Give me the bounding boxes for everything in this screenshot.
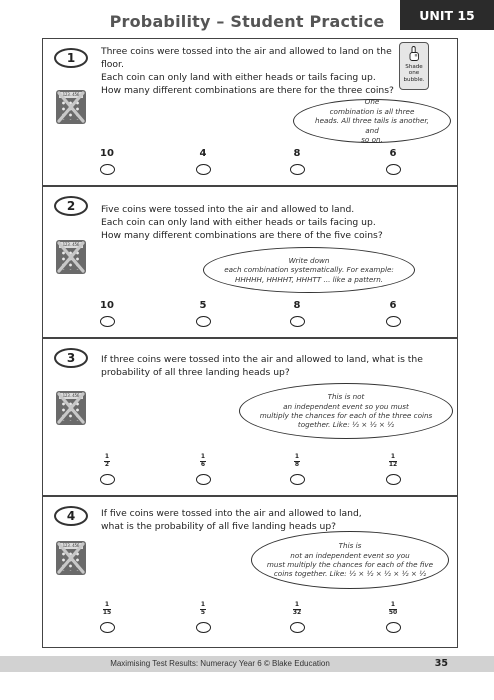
calculator-crossed-out-icon: [56, 240, 86, 274]
hint-line: heads. All three tails is another, and: [315, 116, 429, 135]
option-a[interactable]: [87, 453, 127, 485]
calculator-crossed-out-icon: [56, 391, 86, 425]
option-b[interactable]: [183, 601, 223, 633]
option-b[interactable]: [183, 453, 223, 485]
fraction-numerator: 1: [103, 602, 111, 610]
option-b[interactable]: [183, 299, 223, 327]
hint-line: This is not: [327, 392, 365, 402]
answer-options: [43, 299, 459, 339]
option-b[interactable]: [183, 147, 223, 175]
fraction-denominator: 2: [104, 461, 110, 468]
fraction-denominator: 32: [292, 609, 302, 616]
footer-credit: Maximising Test Results: Numeracy Year 6 © Blake Education: [110, 659, 330, 668]
unit-badge: UNIT 15: [400, 0, 494, 30]
answer-bubble[interactable]: [196, 474, 211, 485]
question-line: Each coin can only land with either heads or tails facing up.: [101, 217, 376, 228]
question-3: [42, 338, 458, 496]
option-d[interactable]: [373, 453, 413, 485]
answer-bubble[interactable]: [196, 622, 211, 633]
question-1: [42, 38, 458, 186]
option-label: 5: [199, 300, 207, 311]
question-4: [42, 496, 458, 648]
answer-options: [43, 601, 459, 641]
answer-options: [43, 453, 459, 493]
hint-bubble: [203, 247, 415, 293]
option-a[interactable]: [87, 299, 127, 327]
page-footer: [0, 656, 494, 672]
option-c[interactable]: [277, 453, 317, 485]
fraction-label: [200, 454, 206, 468]
hint-line: not an independent event so you: [290, 550, 410, 560]
hint-bubble: [239, 383, 453, 439]
option-label: 8: [293, 148, 301, 159]
calculator-screen: 123.456: [59, 242, 83, 248]
fraction-denominator: 15: [102, 609, 112, 616]
hint-line: together. Like: ½ × ½ × ½: [297, 420, 395, 430]
question-text: [101, 353, 441, 379]
hint-line: combination is all three: [329, 106, 415, 116]
option-label: 6: [389, 148, 397, 159]
hint-line: must multiply the chances for each of the five: [266, 560, 434, 569]
answer-bubble[interactable]: [290, 474, 305, 485]
pointing-hand-icon: [408, 46, 420, 63]
answer-bubble[interactable]: [290, 622, 305, 633]
option-d[interactable]: [373, 299, 413, 327]
question-text: [101, 203, 401, 242]
question-text: [101, 45, 401, 97]
option-c[interactable]: [277, 601, 317, 633]
calculator-crossed-out-icon: [56, 541, 86, 575]
page-number: 35: [434, 658, 448, 669]
shade-note-text: Shade one bubble.: [403, 64, 425, 83]
question-line: If three coins were tossed into the air and allowed to land, what is the: [101, 354, 423, 365]
fraction-label: [389, 454, 397, 468]
question-line: How many different combinations are there of the five coins?: [101, 230, 383, 241]
fraction-denominator: 50: [388, 609, 398, 616]
question-line: If five coins were tossed into the air and allowed to land,: [101, 508, 362, 519]
option-d[interactable]: [373, 601, 413, 633]
option-a[interactable]: [87, 147, 127, 175]
page-title: Probability – Student Practice: [109, 12, 385, 31]
fraction-label: [389, 602, 397, 616]
answer-bubble[interactable]: [386, 316, 401, 327]
fraction-label: [200, 602, 206, 616]
question-line: what is the probability of all five landing heads up?: [101, 521, 337, 532]
hint-line: One: [364, 97, 380, 107]
question-line: Three coins were tossed into the air and allowed to land on the floor.: [101, 46, 392, 70]
hint-line: coins together. Like: ½ × ½ × ½ × ½ × ½: [273, 569, 427, 579]
answer-options: [43, 147, 459, 187]
question-number: 4: [54, 506, 88, 526]
hint-line: so on.: [361, 135, 383, 145]
question-line: probability of all three landing heads up?: [101, 367, 290, 378]
fraction-denominator: 8: [294, 461, 300, 468]
hint-line: multiply the chances for each of the three coins: [259, 411, 433, 420]
option-d[interactable]: [373, 147, 413, 175]
question-text: [101, 507, 401, 533]
fraction-label: [104, 454, 110, 468]
hint-line: Write down: [288, 255, 330, 265]
question-number: 1: [54, 48, 88, 68]
answer-bubble[interactable]: [100, 622, 115, 633]
answer-bubble[interactable]: [386, 164, 401, 175]
hint-line: each combination systematically. For example:: [224, 265, 394, 275]
option-a[interactable]: [87, 601, 127, 633]
option-c[interactable]: [277, 147, 317, 175]
option-label: 10: [100, 148, 114, 159]
fraction-label: [103, 602, 111, 616]
question-line: Five coins were tossed into the air and allowed to land.: [101, 204, 355, 215]
fraction-numerator: 1: [293, 602, 301, 610]
fraction-numerator: 1: [200, 453, 206, 461]
answer-bubble[interactable]: [386, 474, 401, 485]
hint-line: HHHHH, HHHHT, HHHTT ... like a pattern.: [234, 274, 384, 284]
fraction-numerator: 1: [294, 453, 300, 461]
calculator-screen: 123.456: [59, 92, 83, 98]
fraction-denominator: 5: [200, 609, 206, 616]
question-line: Each coin can only land with either heads or tails facing up.: [101, 72, 376, 83]
option-label: 10: [100, 300, 114, 311]
answer-bubble[interactable]: [386, 622, 401, 633]
option-label: 8: [293, 300, 301, 311]
answer-bubble[interactable]: [196, 164, 211, 175]
fraction-label: [294, 454, 300, 468]
calculator-screen: 123.456: [59, 543, 83, 549]
calculator-crossed-out-icon: [56, 90, 86, 124]
answer-bubble[interactable]: [290, 316, 305, 327]
shade-one-bubble-note: [399, 42, 429, 90]
question-number: 2: [54, 196, 88, 216]
hint-bubble: [293, 99, 451, 143]
fraction-numerator: 1: [389, 454, 397, 462]
answer-bubble[interactable]: [100, 164, 115, 175]
option-label: 6: [389, 300, 397, 311]
answer-bubble[interactable]: [100, 316, 115, 327]
fraction-denominator: 6: [200, 461, 206, 468]
option-label: 4: [199, 148, 207, 159]
answer-bubble[interactable]: [100, 474, 115, 485]
fraction-denominator: 12: [388, 461, 398, 468]
option-c[interactable]: [277, 299, 317, 327]
hint-bubble: [251, 531, 449, 589]
answer-bubble[interactable]: [290, 164, 305, 175]
hint-line: an independent event so you must: [283, 401, 409, 411]
fraction-numerator: 1: [200, 601, 206, 609]
answer-bubble[interactable]: [196, 316, 211, 327]
fraction-numerator: 1: [104, 453, 110, 461]
question-2: [42, 186, 458, 338]
hint-line: This is: [338, 541, 362, 551]
calculator-screen: 123.456: [59, 393, 83, 399]
fraction-label: [293, 602, 301, 616]
question-line: How many different combinations are there for the three coins?: [101, 85, 394, 96]
question-number: 3: [54, 348, 88, 368]
fraction-numerator: 1: [389, 602, 397, 610]
